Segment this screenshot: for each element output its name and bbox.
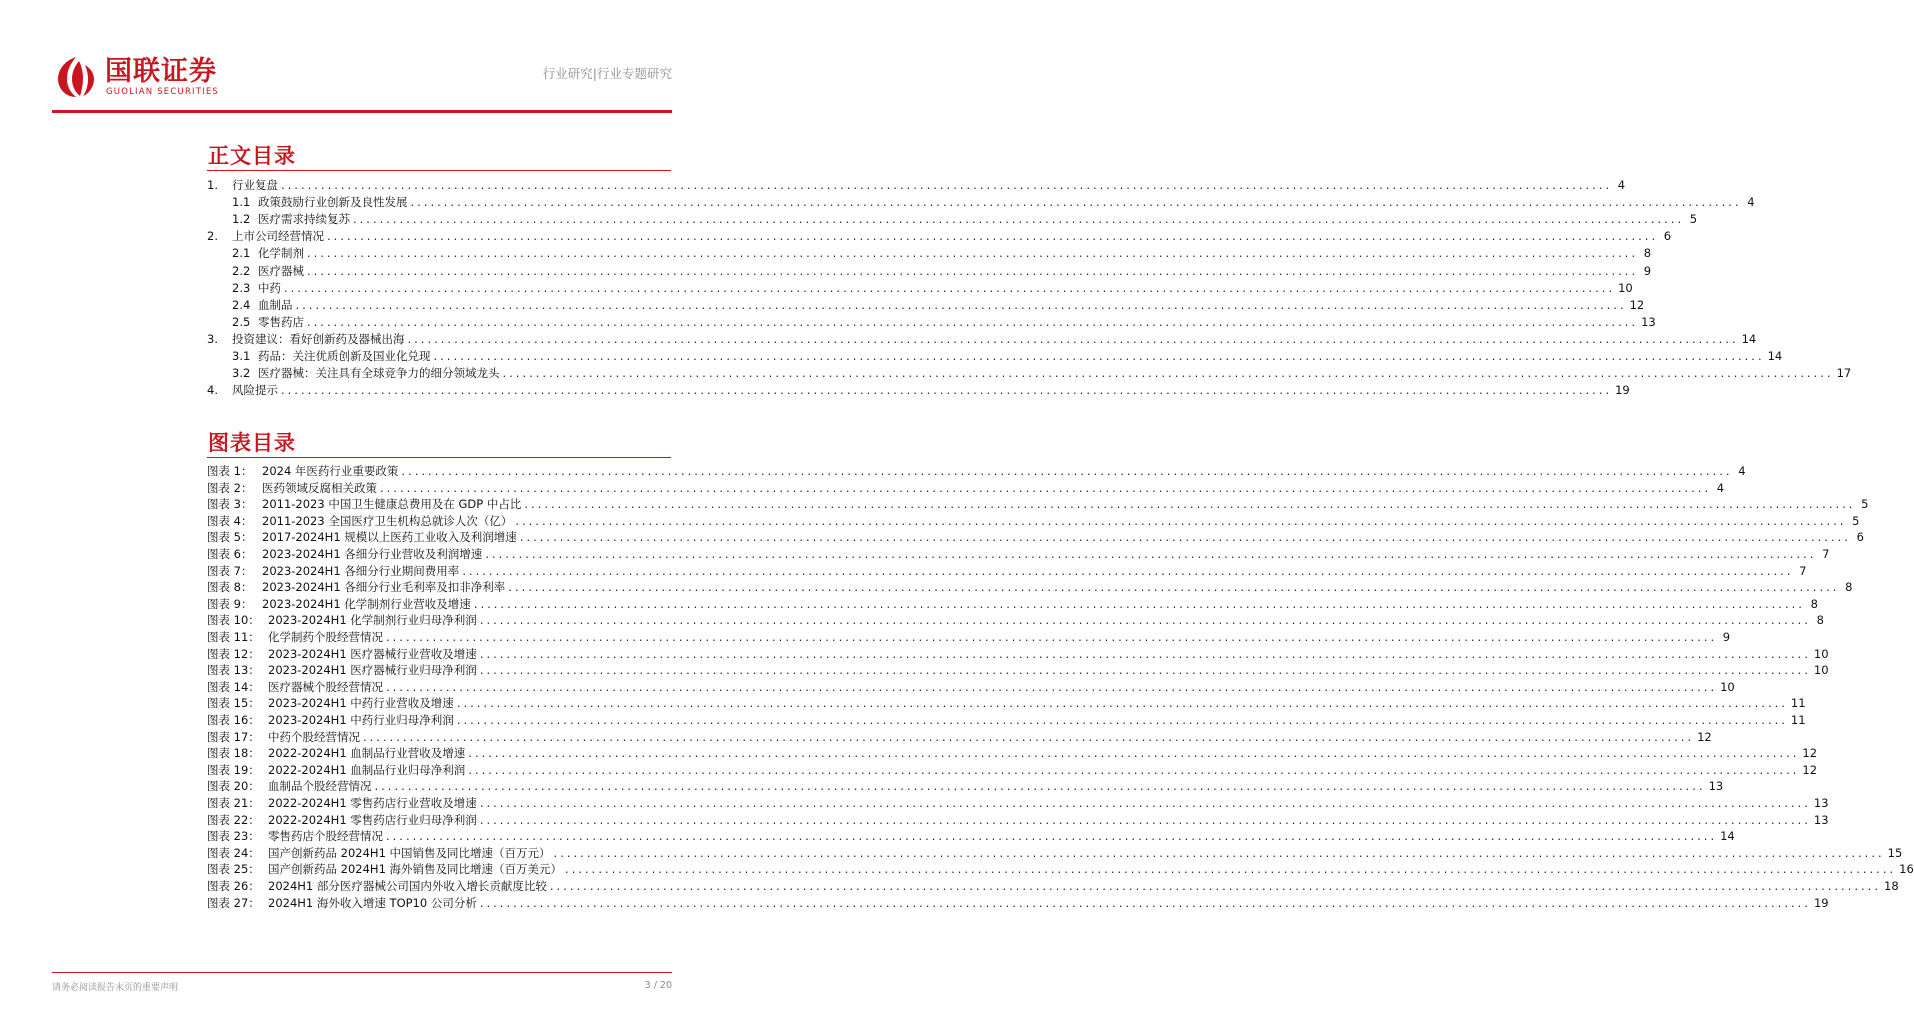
entry-page-number: 7 (1799, 563, 1807, 578)
dot-leader: ........................................................................................................................................................................................................ (281, 383, 1613, 398)
entry-title: 零售药店个股经营情况 (268, 829, 383, 844)
entry-title: 2024 年医药行业重要政策 (262, 464, 399, 478)
entry-title: 风险提示 (232, 383, 278, 398)
entry-number: 图表 6： (207, 547, 253, 561)
entry-line (258, 297, 1645, 314)
entry-line (258, 211, 1698, 228)
dot-leader: ........................................................................................................................................................................................................ (386, 630, 1718, 644)
entry-title: 医疗需求持续复苏 (258, 212, 350, 227)
dot-leader: ........................................................................................................................................................................................................ (374, 779, 1706, 794)
entry-page-number: 19 (1615, 383, 1630, 398)
figure-entry[interactable] (0, 861, 1914, 878)
entry-page-number: 10 (1720, 679, 1735, 694)
entry-title: 行业复盘 (232, 178, 278, 192)
entry-number: 图表 11： (207, 630, 260, 644)
entry-number: 图表 4： (207, 513, 253, 528)
dot-leader: ........................................................................................................................................................................................................ (353, 212, 1685, 227)
entry-title: 血制品 (258, 297, 293, 312)
entry-line (268, 712, 1806, 729)
entry-title: 中药个股经营情况 (268, 729, 360, 744)
entry-line (262, 496, 1869, 513)
entry-title: 中药 (258, 280, 281, 295)
entry-page-number: 10 (1813, 646, 1829, 661)
brand-logo (55, 55, 235, 100)
dot-leader: ........................................................................................................................................................................................................ (456, 696, 1788, 711)
entry-line (268, 629, 1731, 646)
entry-title: 医疗器械个股经营情况 (268, 679, 383, 694)
entry-number: 4. (207, 383, 218, 398)
figures-title: 图表目录 (208, 431, 296, 455)
entry-page-number: 5 (1852, 513, 1860, 528)
entry-number: 图表 25： (207, 862, 260, 877)
entry-number: 2.5 (232, 314, 251, 329)
figure-entry[interactable] (0, 712, 1806, 729)
entry-number: 2.4 (232, 297, 251, 312)
entry-title: 2022-2024H1 零售药店行业归母净利润 (268, 812, 477, 827)
entry-line (268, 679, 1735, 696)
entry-title: 国产创新药品 2024H1 海外销售及同比增速（百万美元） (268, 862, 563, 877)
entry-page-number: 15 (1887, 845, 1903, 860)
figures-title-underline (207, 457, 671, 458)
entry-page-number: 8 (1845, 580, 1853, 595)
entry-page-number: 9 (1722, 630, 1731, 644)
entry-line (258, 245, 1652, 262)
entry-number: 图表 1： (207, 464, 253, 478)
entry-line (268, 845, 1903, 862)
entry-line (232, 228, 1672, 245)
entry-number: 1.2 (232, 212, 251, 227)
entry-number: 图表 7： (207, 563, 253, 578)
entry-title: 上市公司经营情况 (232, 229, 324, 244)
entry-line (262, 579, 1853, 596)
dot-leader: ........................................................................................................................................................................................................ (307, 246, 1639, 261)
figure-entry[interactable] (0, 563, 1807, 580)
dot-leader: ........................................................................................................................................................................................................ (281, 178, 1613, 192)
dot-leader: ........................................................................................................................................................................................................ (386, 679, 1718, 694)
toc-entry[interactable] (0, 263, 1652, 280)
entry-page-number: 17 (1836, 366, 1852, 381)
entry-page-number: 4 (1747, 195, 1755, 210)
entry-number: 3. (207, 331, 218, 346)
entry-title: 2017-2024H1 规模以上医药工业收入及利润增速 (262, 530, 517, 545)
entry-page-number: 12 (1697, 729, 1712, 744)
entry-title: 2023-2024H1 各细分行业毛利率及扣非净利率 (262, 580, 506, 595)
entry-number: 图表 8： (207, 580, 253, 595)
dot-leader: ........................................................................................................................................................................................................ (433, 349, 1765, 363)
dot-leader: ........................................................................................................................................................................................................ (485, 547, 1817, 561)
entry-line (268, 861, 1914, 878)
entry-number: 2. (207, 229, 218, 244)
toc-title: 正文目录 (208, 144, 296, 168)
entry-page-number: 7 (1822, 547, 1830, 561)
entry-page-number: 8 (1810, 596, 1818, 611)
dot-leader: ........................................................................................................................................................................................................ (307, 314, 1639, 329)
dot-leader: ........................................................................................................................................................................................................ (479, 812, 1811, 827)
entry-title: 2023-2024H1 中药行业归母净利润 (268, 713, 454, 727)
dot-leader: ........................................................................................................................................................................................................ (363, 729, 1695, 744)
dot-leader: ........................................................................................................................................................................................................ (524, 497, 1856, 512)
toc-entry[interactable] (0, 211, 1698, 228)
entry-page-number: 12 (1802, 762, 1818, 777)
entry-number: 图表 19： (207, 762, 260, 777)
dot-leader: ........................................................................................................................................................................................................ (407, 331, 1739, 346)
entry-title: 2023-2024H1 化学制剂行业归母净利润 (268, 613, 477, 628)
entry-line (262, 546, 1830, 563)
entry-line (268, 612, 1824, 629)
entry-line (268, 795, 1829, 812)
entry-page-number: 13 (1641, 314, 1656, 329)
page-indicator: 3 / 20 (644, 980, 672, 991)
entry-line (268, 695, 1806, 712)
guolian-logo-icon (55, 55, 97, 99)
entry-title: 2023-2024H1 化学制剂行业营收及增速 (262, 596, 471, 611)
entry-page-number: 13 (1813, 796, 1829, 810)
entry-number: 2.3 (232, 280, 251, 295)
figure-entry[interactable] (0, 529, 1864, 546)
entry-title: 政策鼓励行业创新及良性发展 (258, 195, 408, 210)
dot-leader: ........................................................................................................................................................................................................ (456, 713, 1788, 727)
dot-leader: ........................................................................................................................................................................................................ (380, 480, 1712, 495)
entry-page-number: 5 (1689, 212, 1698, 227)
brand-name-en: GUOLIAN SECURITIES (106, 87, 220, 97)
brand-name: 国联证券 (105, 56, 217, 87)
entry-line (268, 762, 1818, 779)
entry-title: 2024H1 部分医疗器械公司国内外收入增长贡献度比较 (268, 879, 547, 893)
entry-line (262, 463, 1746, 480)
entry-line (258, 365, 1852, 382)
entry-line (262, 529, 1864, 546)
entry-page-number: 6 (1856, 530, 1864, 545)
dot-leader: ........................................................................................................................................................................................................ (479, 895, 1811, 910)
entry-number: 图表 3： (207, 497, 253, 512)
dot-leader: ........................................................................................................................................................................................................ (307, 263, 1639, 278)
toc-title-underline (207, 170, 671, 171)
toc-entry[interactable] (0, 331, 1757, 348)
figure-entry[interactable] (0, 480, 1725, 497)
dot-leader: ........................................................................................................................................................................................................ (401, 464, 1733, 478)
entry-title: 2023-2024H1 中药行业营收及增速 (268, 696, 454, 711)
entry-number: 图表 10： (207, 613, 260, 628)
dot-leader: ........................................................................................................................................................................................................ (508, 580, 1840, 595)
entry-number: 图表 15： (207, 696, 260, 711)
entry-title: 2022-2024H1 血制品行业营收及增速 (268, 746, 466, 761)
figure-entry[interactable] (0, 463, 1746, 480)
entry-page-number: 12 (1629, 297, 1645, 312)
figure-entry[interactable] (0, 662, 1829, 679)
entry-page-number: 10 (1813, 663, 1829, 678)
toc-entry[interactable] (0, 382, 1630, 399)
figure-entry[interactable] (0, 646, 1829, 663)
entry-page-number: 13 (1708, 779, 1724, 794)
entry-page-number: 8 (1816, 613, 1824, 628)
dot-leader: ........................................................................................................................................................................................................ (295, 297, 1627, 312)
toc-entry[interactable] (0, 348, 1783, 365)
entry-page-number: 5 (1861, 497, 1869, 512)
entry-number: 1.1 (232, 195, 251, 210)
entry-page-number: 9 (1643, 263, 1652, 278)
entry-line (258, 263, 1652, 280)
entry-title: 化学制剂 (258, 246, 304, 261)
figure-entry[interactable] (0, 795, 1829, 812)
entry-number: 3.2 (232, 366, 251, 381)
entry-line (268, 895, 1829, 912)
entry-title: 零售药店 (258, 314, 304, 329)
entry-line (232, 331, 1757, 348)
figure-entry[interactable] (0, 729, 1712, 746)
entry-line (268, 662, 1829, 679)
entry-title: 2023-2024H1 各细分行业营收及利润增速 (262, 547, 483, 561)
dot-leader: ........................................................................................................................................................................................................ (284, 280, 1616, 295)
entry-title: 化学制药个股经营情况 (268, 630, 383, 644)
entry-page-number: 11 (1790, 713, 1806, 727)
dot-leader: ........................................................................................................................................................................................................ (479, 613, 1811, 628)
entry-line (268, 778, 1724, 795)
dot-leader: ........................................................................................................................................................................................................ (327, 229, 1659, 244)
dot-leader: ........................................................................................................................................................................................................ (468, 762, 1800, 777)
entry-number: 图表 14： (207, 679, 260, 694)
entry-line (262, 596, 1818, 613)
dot-leader: ........................................................................................................................................................................................................ (565, 862, 1897, 877)
toc-entry[interactable] (0, 297, 1645, 314)
entry-title: 2023-2024H1 各细分行业期间费用率 (262, 563, 460, 578)
entry-page-number: 16 (1899, 862, 1914, 877)
entry-title: 2022-2024H1 零售药店行业营收及增速 (268, 796, 477, 810)
figure-entry[interactable] (0, 579, 1853, 596)
figure-entry[interactable] (0, 812, 1829, 829)
entry-title: 投资建议：看好创新药及器械出海 (232, 331, 405, 346)
entry-number: 图表 9： (207, 596, 253, 611)
toc-entry[interactable] (0, 280, 1633, 297)
figure-entry[interactable] (0, 546, 1830, 563)
entry-page-number: 4 (1617, 178, 1626, 192)
entry-number: 图表 24： (207, 845, 260, 860)
entry-title: 2023-2024H1 医疗器械行业归母净利润 (268, 663, 477, 678)
entry-number: 图表 26： (207, 879, 260, 893)
entry-line (268, 812, 1829, 829)
toc-entry[interactable] (0, 245, 1652, 262)
entry-title: 药品：关注优质创新及国业化兑现 (258, 349, 431, 363)
entry-number: 图表 5： (207, 530, 253, 545)
entry-line (262, 563, 1807, 580)
toc-entry[interactable] (0, 228, 1672, 245)
entry-number: 2.2 (232, 263, 251, 278)
entry-title: 2024H1 海外收入增速 TOP10 公司分析 (268, 895, 477, 910)
figure-entry[interactable] (0, 828, 1735, 845)
figure-entry[interactable] (0, 695, 1806, 712)
entry-number: 3.1 (232, 349, 251, 363)
figure-entry[interactable] (0, 845, 1903, 862)
entry-line (258, 348, 1783, 365)
entry-number: 图表 18： (207, 746, 260, 761)
entry-page-number: 8 (1643, 246, 1652, 261)
figure-entry[interactable] (0, 513, 1860, 530)
entry-number: 图表 16： (207, 713, 260, 727)
entry-page-number: 11 (1790, 696, 1806, 711)
entry-line (232, 177, 1626, 194)
toc-entry[interactable] (0, 177, 1626, 194)
entry-title: 2022-2024H1 血制品行业归母净利润 (268, 762, 466, 777)
entry-line (262, 480, 1725, 497)
entry-line (268, 878, 1899, 895)
toc-entry[interactable] (0, 194, 1755, 211)
figure-entry[interactable] (0, 778, 1724, 795)
dot-leader: ........................................................................................................................................................................................................ (553, 845, 1885, 860)
dot-leader: ........................................................................................................................................................................................................ (386, 829, 1718, 844)
figure-entry[interactable] (0, 496, 1869, 513)
entry-page-number: 14 (1767, 349, 1783, 363)
entry-page-number: 14 (1720, 829, 1735, 844)
dot-leader: ........................................................................................................................................................................................................ (462, 563, 1794, 578)
report-category: 行业研究|行业专题研究 (542, 66, 672, 81)
dot-leader: ........................................................................................................................................................................................................ (502, 366, 1834, 381)
figure-entry[interactable] (0, 878, 1899, 895)
entry-line (268, 729, 1712, 746)
figure-entry[interactable] (0, 596, 1818, 613)
entry-line (268, 828, 1735, 845)
dot-leader: ........................................................................................................................................................................................................ (479, 646, 1811, 661)
entry-page-number: 19 (1813, 895, 1829, 910)
toc-entry[interactable] (0, 365, 1852, 382)
entry-page-number: 18 (1884, 879, 1899, 893)
dot-leader: ........................................................................................................................................................................................................ (479, 663, 1811, 678)
entry-title: 医药领域反腐相关政策 (262, 480, 377, 495)
entry-title: 血制品个股经营情况 (268, 779, 372, 794)
dot-leader: ........................................................................................................................................................................................................ (515, 513, 1847, 528)
dot-leader: ........................................................................................................................................................................................................ (473, 596, 1805, 611)
figure-entry[interactable] (0, 612, 1824, 629)
entry-number: 图表 20： (207, 779, 260, 794)
figure-entry[interactable] (0, 895, 1829, 912)
entry-page-number: 12 (1802, 746, 1818, 761)
footer-divider (52, 972, 672, 973)
dot-leader: ........................................................................................................................................................................................................ (519, 530, 1851, 545)
entry-line (258, 280, 1633, 297)
entry-page-number: 10 (1618, 280, 1633, 295)
entry-line (258, 194, 1755, 211)
entry-title: 医疗器械 (258, 263, 304, 278)
entry-number: 图表 2： (207, 480, 253, 495)
entry-number: 图表 27： (207, 895, 260, 910)
entry-line (232, 382, 1630, 399)
entry-page-number: 4 (1716, 480, 1725, 495)
dot-leader: ........................................................................................................................................................................................................ (468, 746, 1800, 761)
entry-number: 图表 17： (207, 729, 260, 744)
entry-title: 2011-2023 中国卫生健康总费用及在 GDP 中占比 (262, 497, 522, 512)
entry-title: 2011-2023 全国医疗卫生机构总就诊人次（亿） (262, 513, 513, 528)
entry-number: 图表 13： (207, 663, 260, 678)
entry-title: 2023-2024H1 医疗器械行业营收及增速 (268, 646, 477, 661)
entry-page-number: 13 (1813, 812, 1829, 827)
page-header (0, 0, 724, 120)
entry-title: 医疗器械：关注具有全球竞争力的细分领域龙头 (258, 366, 500, 381)
entry-page-number: 14 (1741, 331, 1757, 346)
figure-entry[interactable] (0, 629, 1731, 646)
entry-line (268, 745, 1818, 762)
figure-entry[interactable] (0, 762, 1818, 779)
dot-leader: ........................................................................................................................................................................................................ (479, 796, 1811, 810)
entry-number: 1. (207, 178, 218, 192)
entry-line (258, 314, 1656, 331)
footer-disclaimer: 请务必阅读报告末页的重要声明 (52, 983, 179, 993)
entry-line (262, 513, 1860, 530)
entry-line (268, 646, 1829, 663)
entry-number: 图表 23： (207, 829, 260, 844)
toc-entry[interactable] (0, 314, 1656, 331)
entry-page-number: 6 (1663, 229, 1672, 244)
figure-entry[interactable] (0, 679, 1735, 696)
entry-title: 国产创新药品 2024H1 中国销售及同比增速（百万元） (268, 845, 551, 860)
entry-number: 图表 21： (207, 796, 260, 810)
figure-entry[interactable] (0, 745, 1818, 762)
entry-page-number: 4 (1738, 464, 1746, 478)
entry-number: 2.1 (232, 246, 251, 261)
dot-leader: ........................................................................................................................................................................................................ (410, 195, 1742, 210)
dot-leader: ........................................................................................................................................................................................................ (549, 879, 1881, 893)
entry-number: 图表 22： (207, 812, 260, 827)
header-divider (52, 110, 672, 113)
entry-number: 图表 12： (207, 646, 260, 661)
